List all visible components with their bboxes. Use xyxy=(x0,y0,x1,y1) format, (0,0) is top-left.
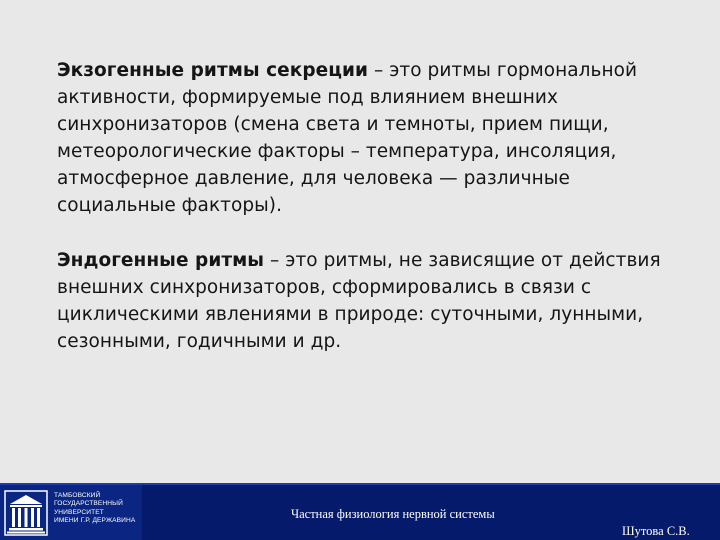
paragraph-line: метеорологические факторы – температура, инсоляция, xyxy=(57,141,617,162)
definition-text: – это ритмы гормональной xyxy=(368,60,638,81)
paragraph-line: синхронизаторов (смена света и темноты, прием пищи, xyxy=(57,114,609,135)
definition-text: – это ритмы, не зависящие от действия xyxy=(264,250,661,271)
paragraph-line xyxy=(57,247,697,274)
university-building-icon xyxy=(4,490,48,536)
logo-line: ИМЕНИ Г.Р. ДЕРЖАВИНА xyxy=(54,517,136,525)
paragraph-line xyxy=(57,57,697,84)
university-logo xyxy=(0,485,142,540)
exogenous-rhythms-paragraph xyxy=(57,57,697,219)
paragraph-line: внешних синхронизаторов, сформировались в связи с xyxy=(57,277,592,298)
endogenous-rhythms-paragraph xyxy=(57,247,697,355)
paragraph-line: активности, формируемые под влиянием внешних xyxy=(57,87,558,108)
paragraph-line: сезонными, годичными и др. xyxy=(57,331,342,352)
university-name xyxy=(54,492,140,526)
author-name: Шутова С.В. xyxy=(622,524,690,538)
logo-line: ТАМБОВСКИЙ xyxy=(54,492,101,499)
course-title: Частная физиология нервной системы xyxy=(291,507,495,521)
paragraph-line: социальные факторы). xyxy=(57,195,283,216)
logo-line: УНИВЕРСИТЕТ xyxy=(54,508,104,516)
slide-content xyxy=(57,57,697,355)
logo-line: ГОСУДАРСТВЕННЫЙ xyxy=(54,500,123,508)
exogenous-term: Экзогенные ритмы секреции xyxy=(57,60,369,81)
endogenous-term: Эндогенные ритмы xyxy=(57,250,265,271)
paragraph-line: атмосферное давление, для человека — различные xyxy=(57,168,570,189)
paragraph-line: циклическими явлениями в природе: суточными, лунными, xyxy=(57,304,644,325)
